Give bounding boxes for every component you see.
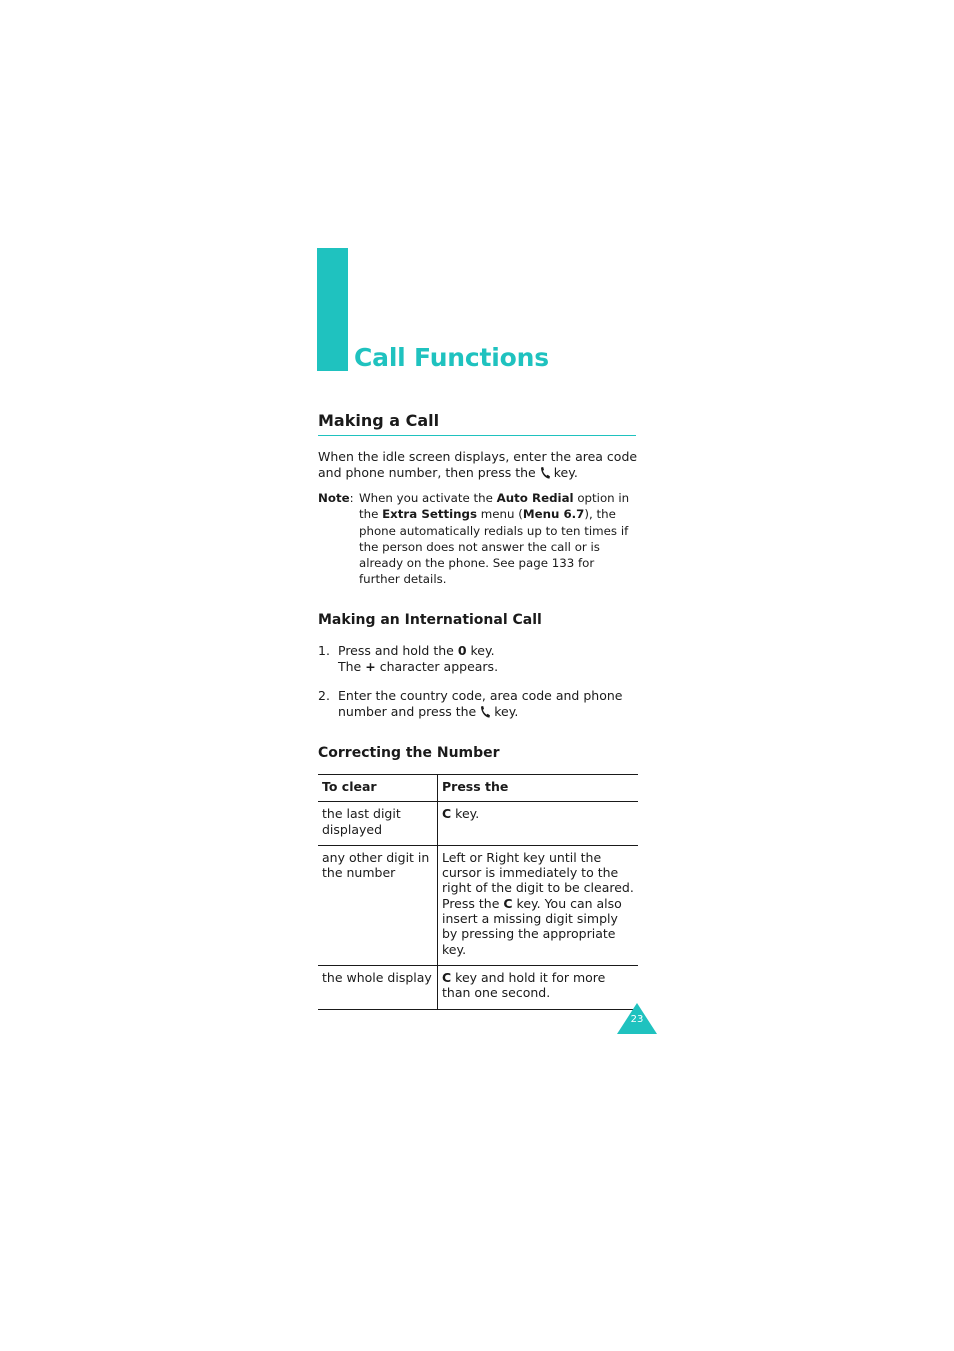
phone-send-icon [539,466,551,480]
note-body: When you activate the Auto Redial option in the Extra Settings menu (Menu 6.7), the phone automatically redials up to ten times if the person does not answer the call or is already on the phone. See page 133 for further details. [359,491,630,587]
table-cell: C key and hold it for more than one second. [442,969,606,1001]
page-number-badge [617,1003,657,1034]
section-heading-making-a-call: Making a Call [318,411,440,430]
subheading-international-call: Making an International Call [318,612,542,628]
making-a-call-intro: When the idle screen displays, enter the area code and phone number, then press the key. [318,449,638,480]
note-label: Note [318,491,350,505]
subheading-correcting-number: Correcting the Number [318,745,500,761]
table-row [318,802,638,846]
table-row [318,965,638,1009]
table-cell: the whole display [318,965,438,1009]
table-cell: Left or Right key until the cursor is immediately to the right of the digit to be cleared. Press the C key. You can also insert a missing digit simply by pressing the appropriate key. [442,849,634,957]
table-header-row [318,775,638,802]
table-cell: any other digit in the number [318,845,438,965]
chapter-title: Call Functions [354,343,549,372]
table-cell: C key. [442,806,480,822]
heading-underline [318,435,636,436]
table-header-press-the: Press the [442,779,509,794]
chapter-accent-bar [317,248,348,371]
table-row [318,845,638,965]
phone-send-icon [479,705,491,719]
correcting-number-table [318,774,638,1010]
page-number: 23 [630,1014,644,1025]
table-header-to-clear: To clear [318,775,438,802]
table-cell: the last digit displayed [318,802,438,846]
